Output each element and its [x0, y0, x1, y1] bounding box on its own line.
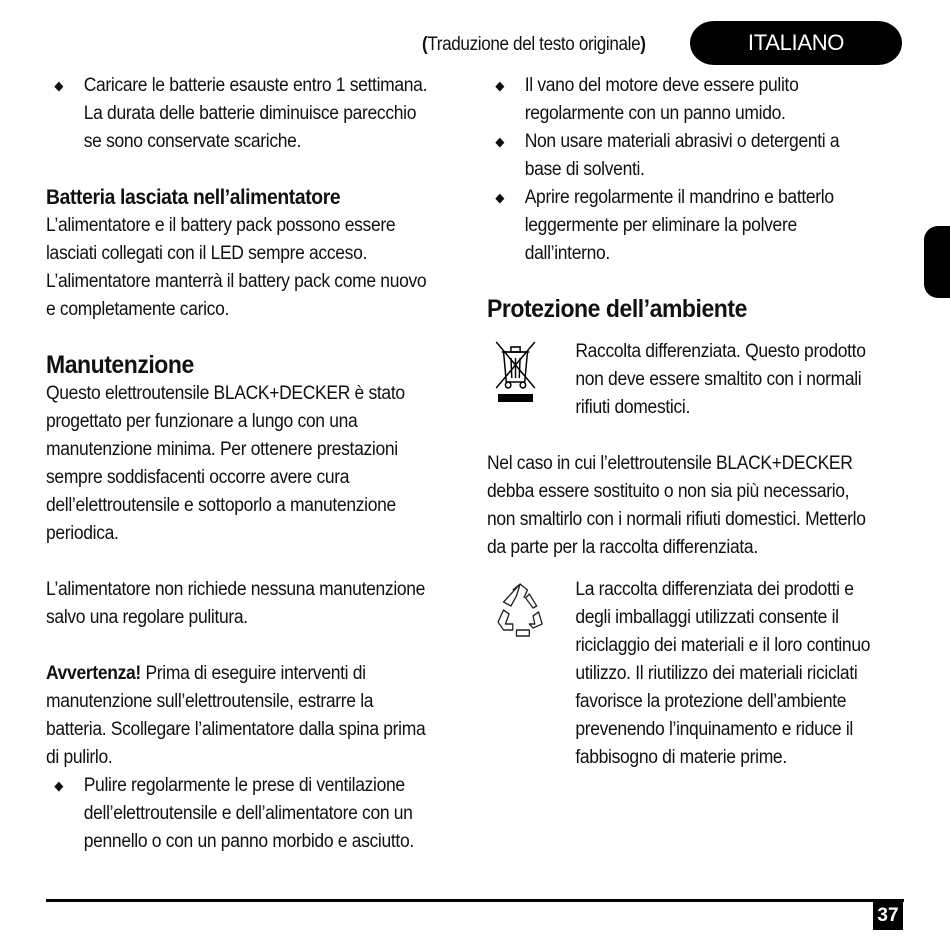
- translation-note-text: Traduzione del testo originale: [427, 34, 641, 55]
- language-badge: ITALIANO: [690, 21, 902, 65]
- warning-paragraph: [46, 660, 432, 772]
- crossed-out-wheelie-bin-icon: [494, 338, 536, 404]
- section-heading: Batteria lasciata nell’alimentatore: [46, 186, 341, 209]
- list-item: [495, 128, 873, 184]
- bullet-text: Il vano del motore deve essere pulito regolarmente con un panno umido.: [524, 75, 799, 124]
- diamond-bullet-icon: ◆: [495, 190, 505, 205]
- page-number: 37: [873, 902, 903, 930]
- paragraph: La raccolta differenziata dei prodotti e degli imballaggi utilizzati consente il riciclaggio dei materiali e il loro continuo utilizzo. Il riutilizzo dei materiali riciclati favorisce la protezione dell’ambiente prevenendo l’inquinamento e riduce il fabbisogno di materie prime.: [575, 579, 871, 768]
- right-column: [487, 72, 907, 772]
- diamond-bullet-icon: ◆: [495, 134, 505, 149]
- recycle-icon: [493, 580, 548, 640]
- open-paren: (: [422, 34, 428, 55]
- bullet-text: Aprire regolarmente il mandrino e batterlo leggermente per eliminare la polvere dall’interno.: [524, 187, 834, 264]
- left-column: [46, 72, 466, 856]
- section-thumb-tab: [924, 226, 950, 298]
- diamond-bullet-icon: ◆: [54, 78, 64, 93]
- bullet-text: Pulire regolarmente le prese di ventilazione dell’elettroutensile e dell’alimentatore con un pennello o con un panno morbido e asciutto.: [83, 775, 414, 852]
- list-item: [54, 72, 432, 156]
- translation-note: [422, 34, 646, 56]
- footer-rule: [46, 899, 904, 902]
- list-item: [495, 72, 873, 128]
- recycle-block: [487, 576, 873, 772]
- paragraph: Questo elettroutensile BLACK+DECKER è stato progettato per funzionare a lungo con una manutenzione minima. Per ottenere prestazioni sempre soddisfacenti occorre avere cura dell’elettroutensile e sottoporlo a manutenzione periodica.: [46, 383, 405, 544]
- section-heading: Protezione dell’ambiente: [487, 295, 747, 323]
- weee-block: [487, 338, 873, 422]
- bullet-text: Caricare le batterie esauste entro 1 settimana. La durata delle batterie diminuisce parecchio se sono conservate scariche.: [83, 75, 428, 152]
- warning-label: Avvertenza!: [46, 663, 141, 684]
- diamond-bullet-icon: ◆: [54, 778, 64, 793]
- paragraph: L’alimentatore non richiede nessuna manutenzione salvo una regolare pulitura.: [46, 579, 426, 628]
- list-item: [54, 772, 432, 856]
- paragraph: L’alimentatore e il battery pack possono essere lasciati collegati con il LED sempre acceso. L’alimentatore manterrà il battery pack come nuovo e completamente carico.: [46, 215, 427, 320]
- paragraph: Nel caso in cui l’elettroutensile BLACK+DECKER debba essere sostituito o non sia più necessario, non smaltirlo con i normali rifiuti domestici. Metterlo da parte per la raccolta differenziata.: [487, 453, 866, 558]
- diamond-bullet-icon: ◆: [495, 78, 505, 93]
- list-item: [495, 184, 873, 268]
- paragraph: Raccolta differenziata. Questo prodotto non deve essere smaltito con i normali rifiuti domestici.: [575, 341, 866, 418]
- close-paren: ): [640, 34, 646, 55]
- bullet-text: Non usare materiali abrasivi o detergenti a base di solventi.: [524, 131, 840, 180]
- warning-text: Prima di eseguire interventi di manutenzione sull’elettroutensile, estrarre la batteria. Scollegare l’alimentatore dalla spina prima di pulirlo.: [46, 663, 426, 768]
- section-heading: Manutenzione: [46, 351, 194, 379]
